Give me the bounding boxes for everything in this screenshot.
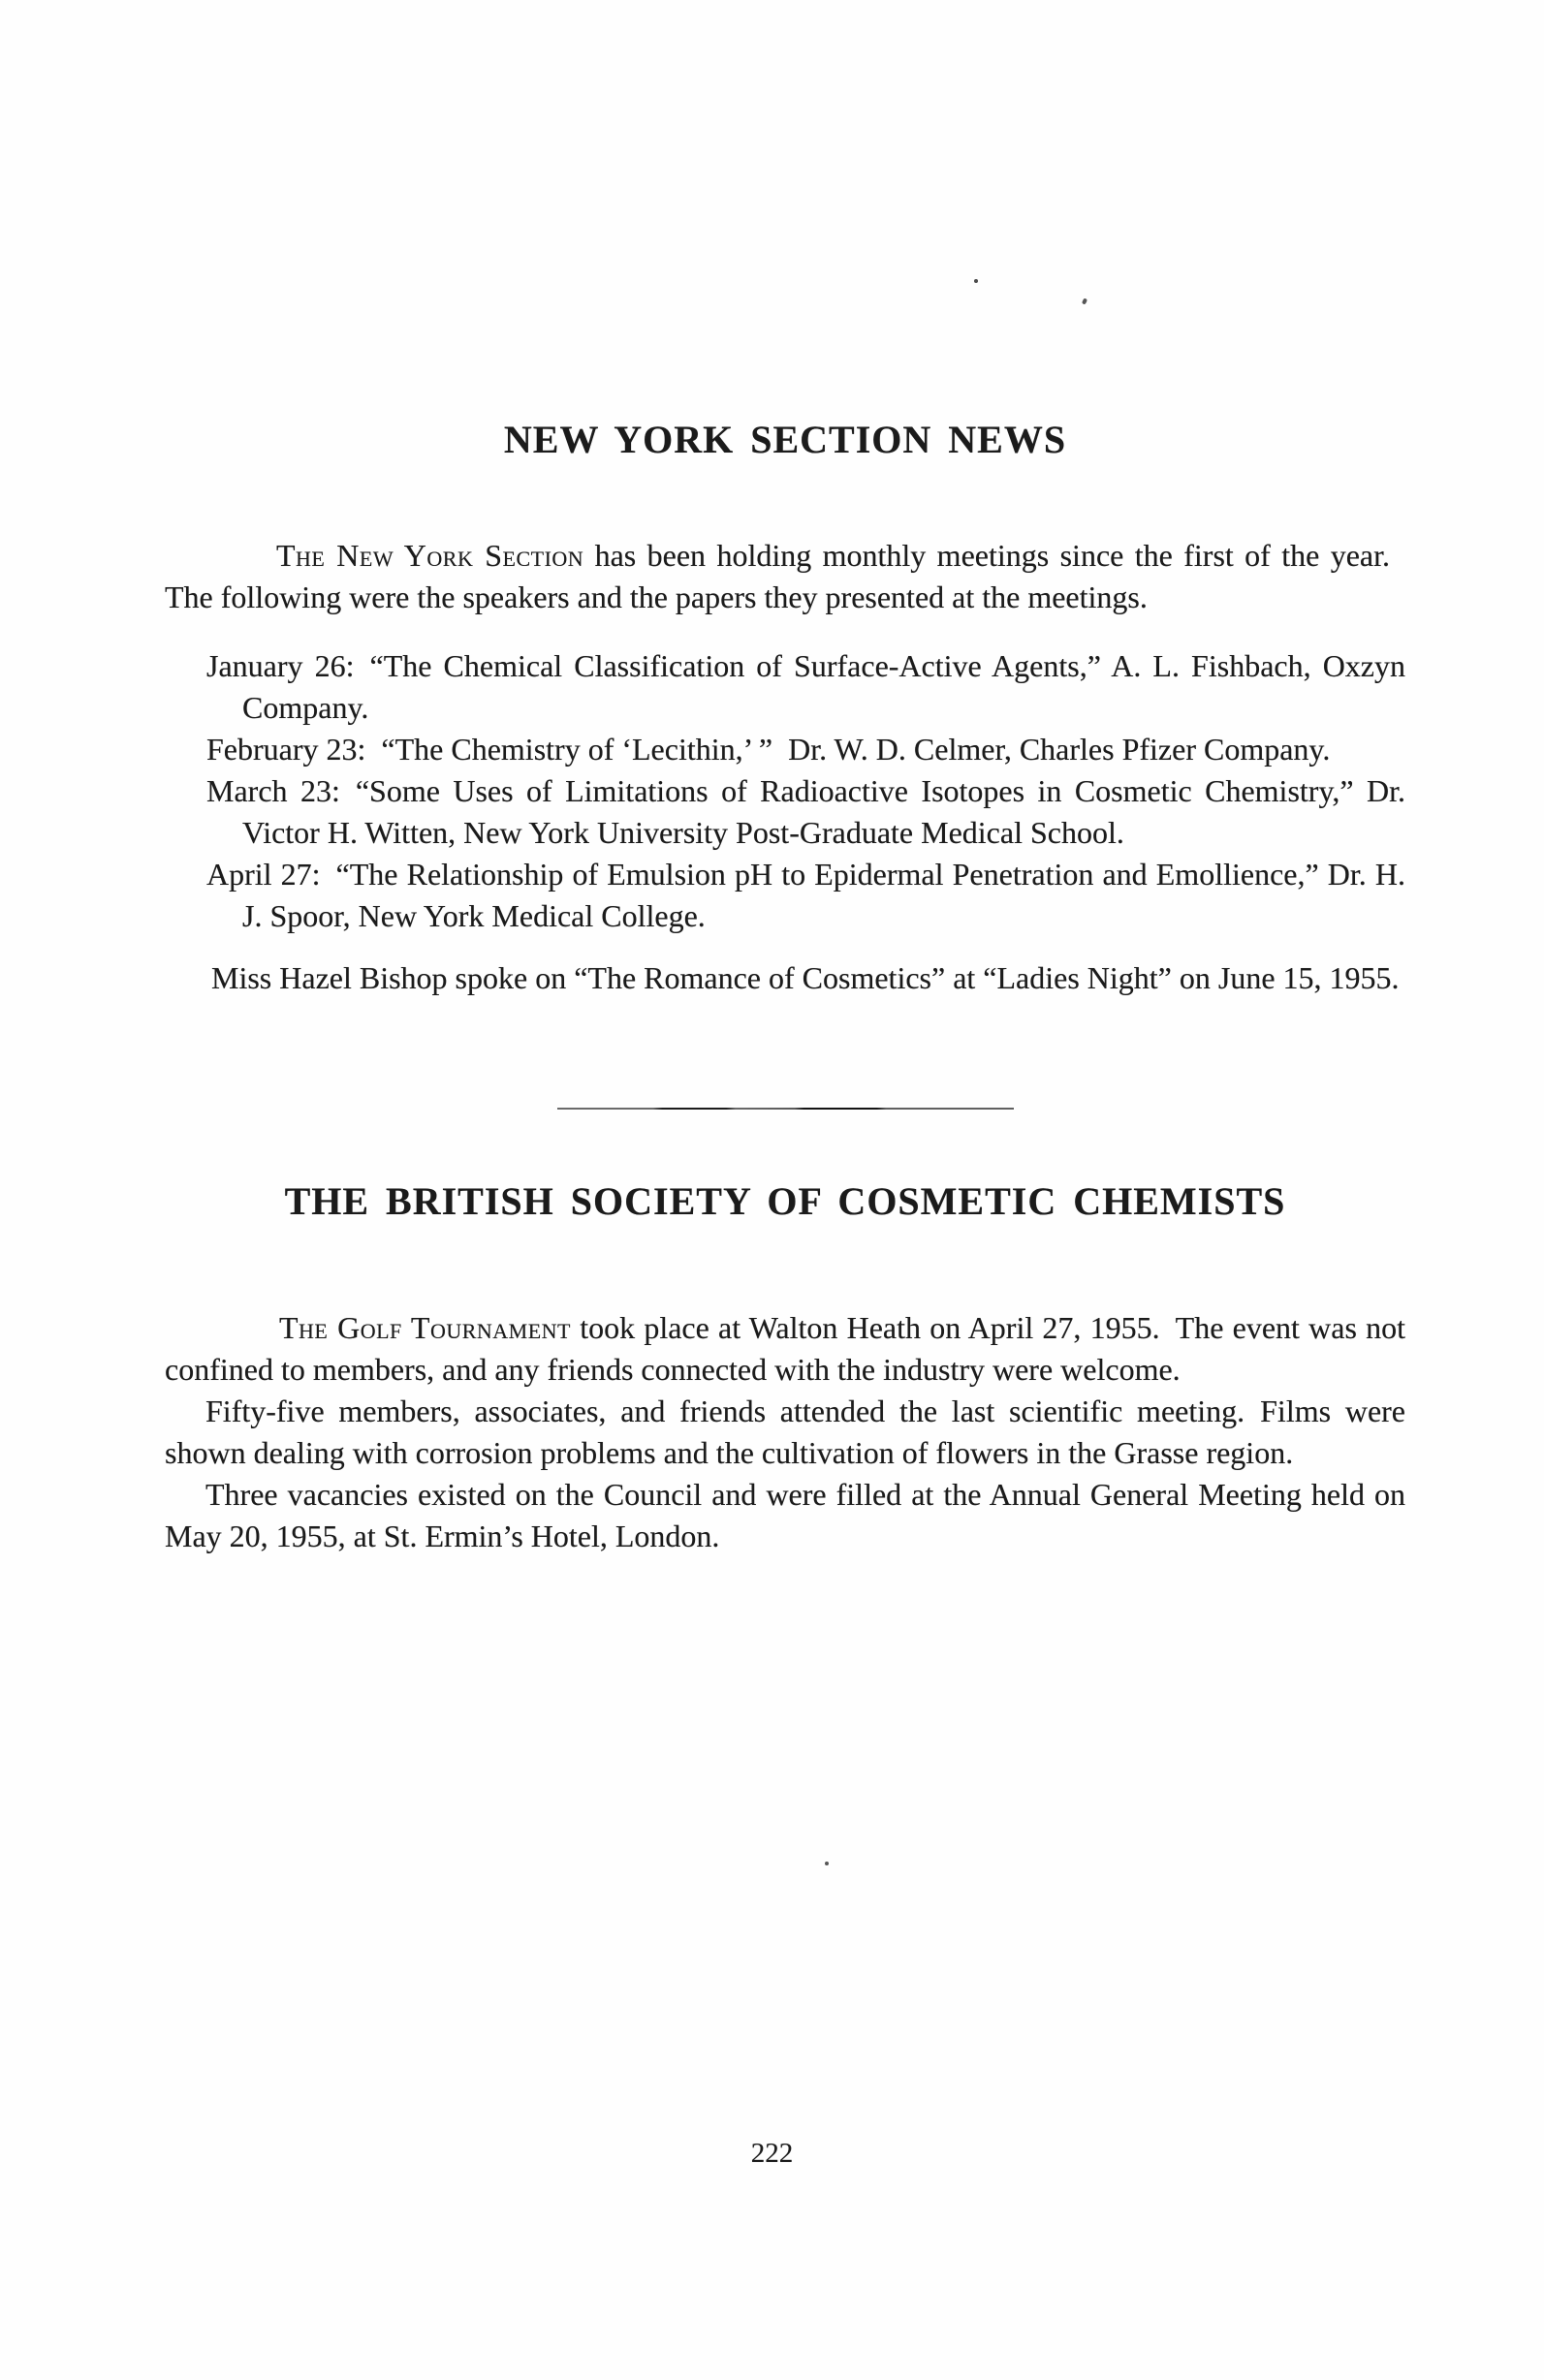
meeting-item-january: January 26: “The Chemical Classification of Surface-Active Agents,” A. L. Fishbach, Oxzyn Company. <box>206 648 1405 725</box>
scan-speck <box>974 279 978 283</box>
meeting-item-february: February 23: “The Chemistry of ‘Lecithin,’ ” Dr. W. D. Celmer, Charles Pfizer Company. <box>206 732 1331 767</box>
section-divider <box>557 1108 1014 1110</box>
council-paragraph: Three vacancies existed on the Council and were filled at the Annual General Meeting held on May 20, 1955, at St. Ermin’s Hotel, London. <box>165 1477 1405 1553</box>
section-british <box>165 1178 1405 1557</box>
page-content <box>165 0 1405 1557</box>
scan-speck <box>825 1862 829 1865</box>
lead-phrase: The Golf Tournament <box>279 1310 571 1345</box>
section-title-new-york: NEW YORK SECTION NEWS <box>503 418 1067 461</box>
lead-phrase: The New York Section <box>276 538 584 573</box>
page-number: 222 <box>750 2138 794 2169</box>
meeting-item-april: April 27: “The Relationship of Emulsion pH to Epidermal Penetration and Emollience,” Dr. H. J. Spoor, New York Medical College. <box>206 857 1405 933</box>
intro-paragraph <box>165 535 1405 618</box>
golf-text: took place at Walton Heath on April 27, 1955. The event was not confined to members, and any friends connected with the industry were welcome. <box>165 1310 1405 1387</box>
golf-paragraph <box>165 1307 1405 1391</box>
meetings-list <box>165 645 1405 937</box>
section-title-british: THE BRITISH SOCIETY OF COSMETIC CHEMISTS <box>284 1179 1286 1223</box>
members-paragraph: Fifty-five members, associates, and friends attended the last scientific meeting. Films were shown dealing with corrosion problems and the cultivation of flowers in the Grasse region. <box>165 1394 1405 1470</box>
intro-text: has been holding monthly meetings since the first of the year. The following were the speakers and the papers they presented at the meetings. <box>165 538 1406 614</box>
meeting-item-march: March 23: “Some Uses of Limitations of Radioactive Isotopes in Cosmetic Chemistry,” Dr. Victor H. Witten, New York University Post-Graduate Medical School. <box>206 773 1405 850</box>
section-new-york <box>165 0 1405 999</box>
closing-paragraph: Miss Hazel Bishop spoke on “The Romance of Cosmetics” at “Ladies Night” on June 15, 1955. <box>211 960 1400 995</box>
